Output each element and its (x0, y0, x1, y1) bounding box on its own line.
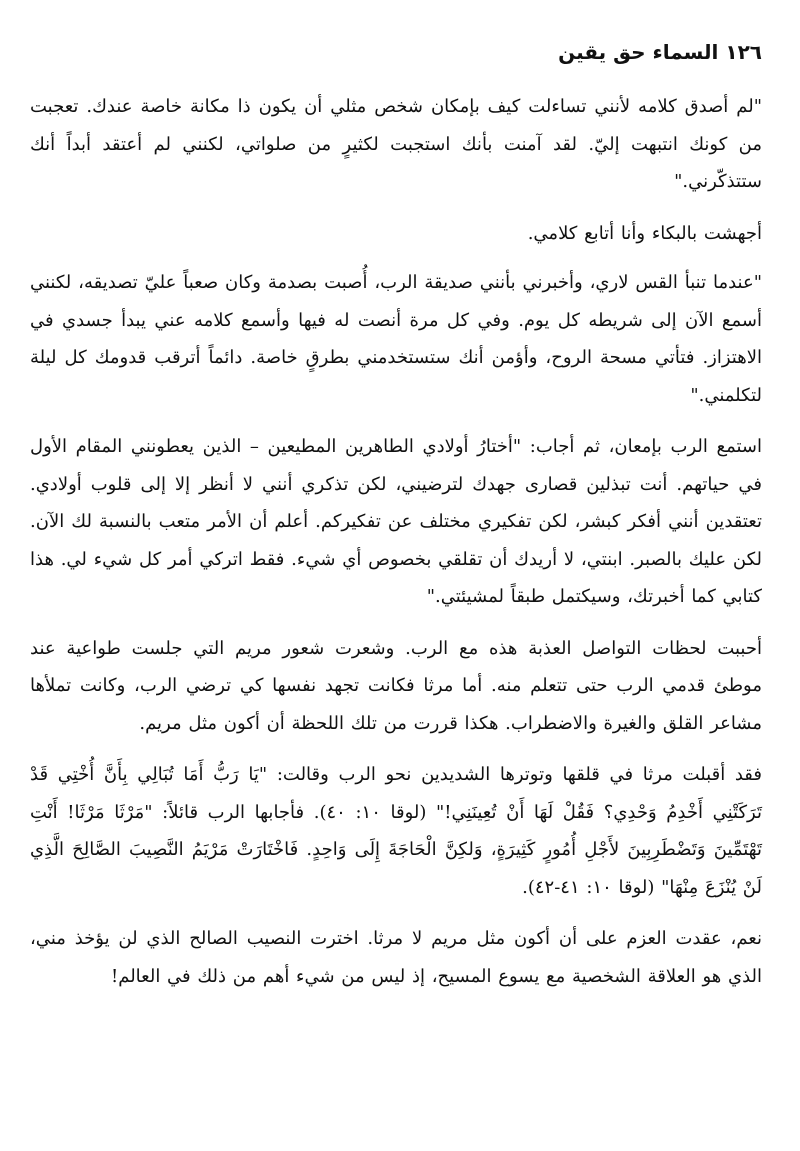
paragraph-6: فقد أقبلت مرثا في قلقها وتوترها الشديدين نحو الرب وقالت: "يَا رَبُّ أَمَا تُبَالِي بِأَنَّ أُخْتِي قَدْ تَرَكَتْنِي أَخْدِمُ وَحْدِي؟ فَقُلْ لَهَا أَنْ تُعِينَنِي!" (لوقا ١٠: ٤٠). فأجابها الرب قائلاً: "مَرْثَا مَرْثَا! أَنْتِ تَهْتَمِّينَ وَتَضْطَرِبِينَ لأَجْلِ أُمُورٍ كَثِيرَةٍ، وَلكِنَّ الْحَاجَةَ إِلَى وَاحِدٍ. فَاخْتَارَتْ مَرْيَمُ النَّصِيبَ الصَّالِحَ الَّذِي لَنْ يُنْزَعَ مِنْهَا" (لوقا ١٠: ٤١-٤٢). (30, 764, 762, 898)
paragraph-7: نعم، عقدت العزم على أن أكون مثل مريم لا مرثا. اخترت النصيب الصالح الذي لن يؤخذ مني، الذي هو العلاقة الشخصية مع يسوع المسيح، إذ ليس من شيء أهم من ذلك في العالم! (30, 928, 762, 987)
paragraph-2: أجهشت بالبكاء وأنا أتابع كلامي. (527, 222, 762, 244)
paragraph-1: "لم أصدق كلامه لأنني تساءلت كيف بإمكان شخص مثلي أن يكون ذا مكانة خاصة عندك. تعجبت من كونك انتبهت إليّ. لقد آمنت بأنك استجبت لكثيرٍ من صلواتي، لكنني لم أعتقد أبداً أنك ستتذكّرني." (30, 96, 762, 192)
book-title: السماء حق يقين (558, 40, 719, 64)
book-page (30, 0, 762, 1151)
paragraph-3: "عندما تنبأ القس لاري، وأخبرني بأنني صديقة الرب، أُصبت بصدمة وكان صعباً عليّ تصديقه، لكنني أسمع الآن إلى شريطه كل يوم. وفي كل مرة أنصت له فيها وأسمع كلامه عني يبدأ جسدي في الاهتزاز. فتأتي مسحة الروح، وأؤمن أنك ستستخدمني بطرقٍ خاصة. دائماً أترقب قدومك كل ليلة لتكلمني." (30, 272, 762, 406)
page-number: ١٢٦ (725, 40, 762, 64)
running-header (558, 38, 762, 66)
paragraph-4: استمع الرب بإمعان، ثم أجاب: "أختارُ أولادي الطاهرين المطيعين – الذين يعطونني المقام الأول في حياتهم. أنت تبذلين قصارى جهدك لترضيني، لكن تذكري أنني لا أنظر إلا إلى قلوب أولادي. تعتقدين أنني أفكر كبشر، لكن تفكيري مختلف عن تفكيركم. أعلم أن الأمر متعب بالنسبة لك الآن. لكن عليك بالصبر. ابنتي، لا أريدك أن تقلقي بخصوص أي شيء. فقط اتركي أمر كل شيء لي. هذا كتابي كما أخبرتك، وسيكتمل طبقاً لمشيئتي." (30, 436, 762, 607)
body-text (30, 88, 762, 1009)
paragraph-5: أحببت لحظات التواصل العذبة هذه مع الرب. وشعرت شعور مريم التي جلست طواعية عند موطئ قدمي الرب حتى تتعلم منه. أما مرثا فكانت تجهد نفسها كي ترضي الرب، وكانت تملأها مشاعر القلق والغيرة والاضطراب. هكذا قررت من تلك اللحظة أن أكون مثل مريم. (30, 637, 762, 734)
